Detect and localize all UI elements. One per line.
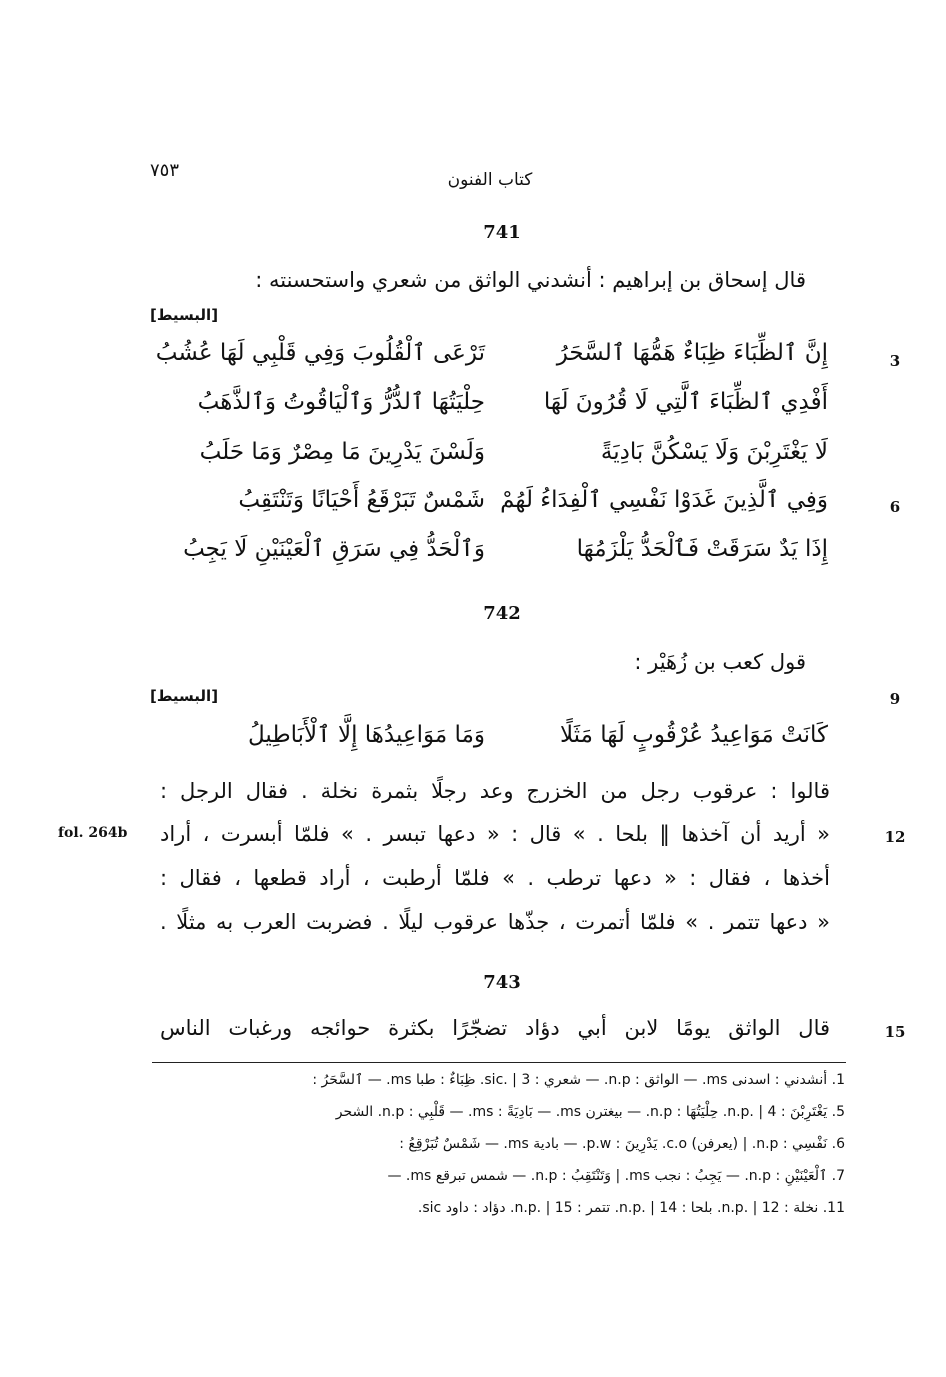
verse-left-hemistich: وَٱلْحَدُّ فِي سَرَقِ ٱلْعَيْنَيْنِ لَا يَجِبُ <box>183 536 485 562</box>
verse-left-hemistich: وَلَسْنَ يَدْرِينَ مَا مِصْرٌ وَمَا حَلَبُ <box>199 439 485 465</box>
verse-right-hemistich: كَانَتْ مَوَاعِيدُ عُرْقُوبٍ لَهَا مَثَلًا <box>559 722 828 748</box>
prose-line: قالوا : عرقوب رجل من الخزرج وعد رجلًا بثمرة نخلة . فقال الرجل : <box>160 779 830 803</box>
footnote-line: 5. يَغْتَرِبْنَ : n.p. | 4. حِلْيَتُهَا : n.p. — بيغترن ms. — بَادِيَةً : ms. — قَلْبِي : n.p. الشحر <box>335 1104 845 1120</box>
line-number: 6 <box>889 498 901 516</box>
verse-right-hemistich: إِنَّ ٱلظِّبَاءَ ظِبَاءٌ هَمُّهَا ٱلسَّحَرُ <box>556 340 828 366</box>
prose-line: قال الواثق يومًا لابن أبي دؤاد تضجّرًا بكثرة حوائجه ورغبات الناس <box>160 1016 830 1040</box>
section-intro: قول كعب بن زُهَيْر : <box>634 650 806 674</box>
folio-reference: fol. 264b <box>58 825 128 841</box>
section-number: 741 <box>483 222 521 243</box>
footnote-rule <box>152 1062 846 1063</box>
verse-left-hemistich: حِلْيَتُهَا ٱلدُّرُّ وَٱلْيَاقُوتُ وَٱلذَّهَبُ <box>197 389 485 415</box>
meter-label: [البسيط] <box>150 687 219 705</box>
running-title: كتاب الفنون <box>447 170 533 190</box>
meter-label: [البسيط] <box>150 306 219 324</box>
section-intro: قال إسحاق بن إبراهيم : أنشدني الواثق من شعري واستحسنته : <box>255 268 806 292</box>
page-number: ٧٥٣ <box>150 160 180 181</box>
verse-right-hemistich: إِذَا يَدٌ سَرَقَتْ فَٱلْحَدُّ يَلْزَمُهَا <box>576 536 828 562</box>
verse-right-hemistich: لَا يَغْتَرِبْنَ وَلَا يَسْكُنَّ بَادِيَةً <box>600 439 828 465</box>
footnote-line: 7. ٱلْعَيْنَيْنِ : n.p. — يَجِبُ : نجب ms. | وَتَنْتَقِبُ : n.p. — شمس تبرقع ms. — <box>387 1168 845 1184</box>
section-number: 743 <box>483 972 521 993</box>
line-number: 3 <box>889 352 901 370</box>
prose-line: « أريد أن آخذها ‖ بلحا . » قال : « دعها تبسر . » فلمّا أبسرت ، أراد <box>160 822 830 846</box>
line-number: 9 <box>889 690 901 708</box>
verse-right-hemistich: وَفِي ٱلَّذِينَ غَدَوْا نَفْسِي ٱلْفِدَاءُ لَهُمْ <box>500 487 828 513</box>
footnote-line: 11. نخلة : n.p. | 12. بلحا : n.p. | 14. تتمر : n.p. | 15. دؤاد : داود sic. <box>417 1200 845 1216</box>
section-number: 742 <box>483 603 521 624</box>
verse-left-hemistich: شَمْسٌ تَبَرْقَعُ أَحْيَانًا وَتَنْتَقِبُ <box>238 487 485 513</box>
prose-line: « دعها تتمر . » فلمّا أتمرت ، جذّها عرقوب ليلًا . فضربت العرب به مثلًا . <box>160 910 830 934</box>
verse-left-hemistich: تَرْعَى ٱلْقُلُوبَ وَفِي قَلْبِي لَهَا عُشُبُ <box>155 340 485 366</box>
footnote-line: 1. أنشدني : اسدنى ms. — الواثق : n.p. — شعري : sic. | 3. ظِبَاءٌ : طبا ms. — ٱلسَّحَرُ : <box>312 1072 845 1088</box>
line-number: 15 <box>884 1023 906 1041</box>
verse-right-hemistich: أَفْدِي ٱلظِّبَاءَ ٱلَّتِي لَا قُرُونَ لَهَا <box>543 389 828 415</box>
prose-line: أخذها ، فقال : « دعها ترطب . » فلمّا أرطبت ، أراد قطعها ، فقال : <box>160 866 830 890</box>
line-number: 12 <box>884 828 906 846</box>
verse-left-hemistich: وَمَا مَوَاعِيدُهَا إِلَّا ٱلْأَبَاطِيلُ <box>247 722 485 748</box>
footnote-line: 6. نَفْسِي : n.p. | (يعرفن) c.o. يَدْرِينَ : p.w. — بادية ms. — شَمْسٌ تُبَرْقِعُ : <box>399 1136 845 1152</box>
